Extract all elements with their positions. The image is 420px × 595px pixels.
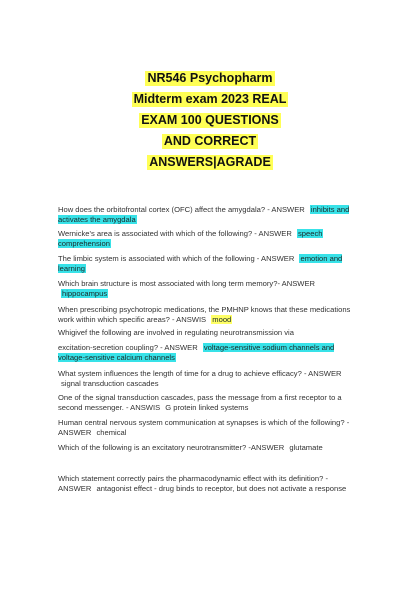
question-text: When prescribing psychotropic medications, the PMHNP knows that these medications work within which specific areas? - ANSWIS	[58, 305, 351, 324]
qa-item-12	[58, 474, 358, 493]
qa-item-4	[58, 279, 358, 298]
qa-item-9	[58, 393, 358, 412]
qa-item-2	[58, 229, 358, 248]
answer-text: antagonist effect - drug binds to receptor, but does not activate a response	[96, 483, 347, 493]
qa-item-11	[58, 443, 358, 453]
question-text: Human central nervous system communication at synapses is which of the following? - ANSWER	[58, 418, 350, 437]
qa-item-7	[58, 343, 358, 362]
question-text: excitation-secretion coupling? - ANSWER	[58, 343, 198, 352]
answer-text: signal transduction cascades	[61, 378, 159, 388]
qa-item-6	[58, 328, 358, 338]
qa-item-8	[58, 369, 358, 388]
title-line-2: Midterm exam 2023 REAL	[133, 92, 287, 106]
answer-highlight: voltage-sensitive sodium channels and voltage-sensitive calcium channels	[58, 343, 335, 362]
question-text: Wernicke's area is associated with which of the following? - ANSWER	[58, 229, 292, 238]
question-text: One of the signal transduction cascades, pass the message from a first receptor to a second messenger. - ANSWIS	[58, 393, 342, 412]
title-line-5: ANSWERS|AGRADE	[149, 155, 271, 169]
title-line-1: NR546 Psychopharm	[147, 71, 273, 85]
title-line-3: EXAM 100 QUESTIONS	[141, 113, 279, 127]
answer-text: G protein linked systems	[165, 402, 249, 412]
answer-text: glutamate	[289, 443, 323, 452]
document-title	[0, 71, 420, 176]
answer-highlight: mood	[212, 314, 232, 324]
answer-highlight: inhibits and activates the amygdala	[58, 205, 350, 224]
answer-highlight: hippocampus	[62, 288, 108, 298]
question-text: Whigivef the following are involved in regulating neurotransmission via	[58, 328, 294, 337]
title-line-4: AND CORRECT	[163, 134, 257, 148]
answer-highlight: speech comprehension	[58, 229, 323, 248]
question-text: What system influences the length of time for a drug to achieve efficacy? - ANSWER	[58, 369, 342, 378]
answer-text: chemical	[96, 427, 127, 437]
qa-item-5	[58, 305, 358, 324]
qa-item-3	[58, 254, 358, 273]
qa-item-10	[58, 418, 358, 437]
question-text: Which statement correctly pairs the pharmacodynamic effect with its definition? - ANSWER	[58, 474, 328, 493]
qa-item-1	[58, 205, 358, 224]
question-text: How does the orbitofrontal cortex (OFC) affect the amygdala? - ANSWER	[58, 205, 305, 214]
question-text: Which of the following is an excitatory neurotransmitter? -ANSWER	[58, 443, 285, 452]
question-text: The limbic system is associated with which of the following - ANSWER	[58, 254, 295, 263]
answer-highlight: emotion and learning	[58, 254, 343, 273]
question-text: Which brain structure is most associated with long term memory?- ANSWER	[58, 279, 316, 288]
